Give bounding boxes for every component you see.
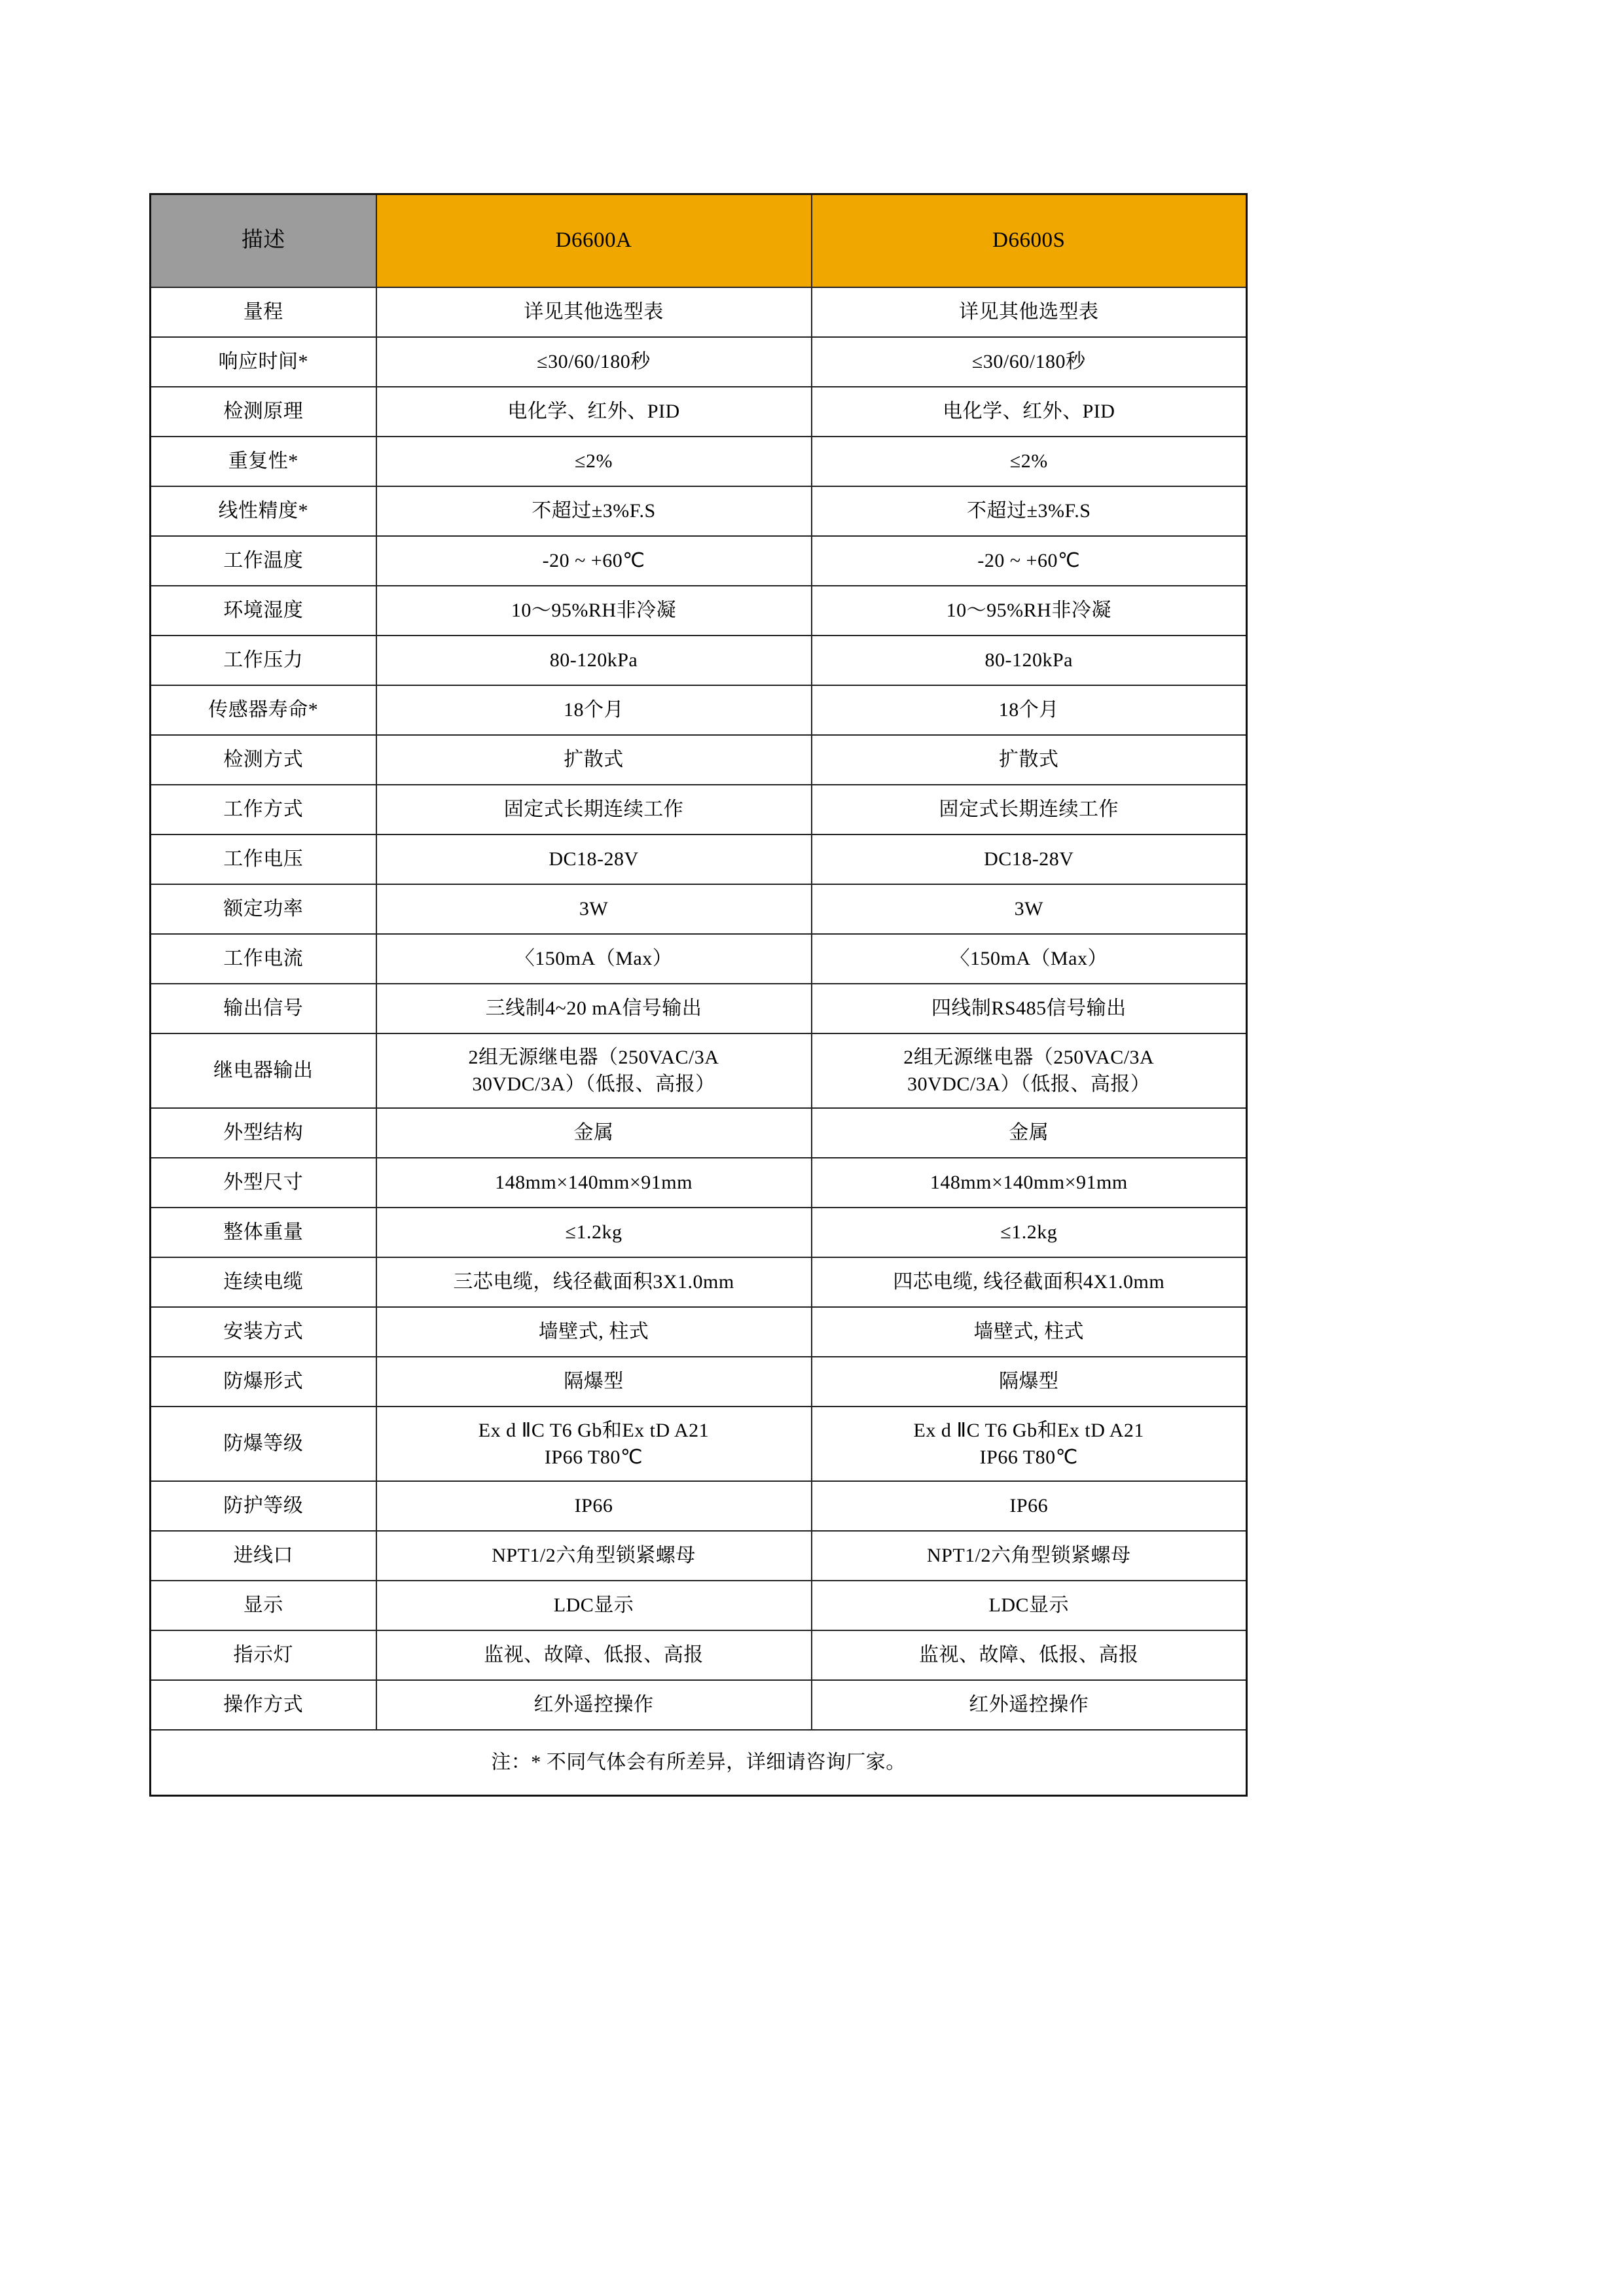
row-value-a: 三线制4~20 mA信号输出 xyxy=(376,984,812,1033)
row-label: 安装方式 xyxy=(151,1307,376,1357)
row-label: 指示灯 xyxy=(151,1630,376,1680)
row-value-a: IP66 xyxy=(376,1481,812,1531)
row-value-s: 148mm×140mm×91mm xyxy=(812,1158,1247,1208)
row-value-a-line1: Ex d ⅡC T6 Gb和Ex tD A21 xyxy=(478,1419,710,1441)
table-row xyxy=(151,1257,1247,1307)
row-label: 外型尺寸 xyxy=(151,1158,376,1208)
row-value-a: 80-120kPa xyxy=(376,636,812,685)
table-row xyxy=(151,785,1247,834)
table-row xyxy=(151,337,1247,387)
table-row xyxy=(151,1531,1247,1581)
table-row xyxy=(151,387,1247,437)
table-row xyxy=(151,1581,1247,1630)
row-value-a: 红外遥控操作 xyxy=(376,1680,812,1730)
row-value-a: LDC显示 xyxy=(376,1581,812,1630)
row-value-s: 10～95%RH非冷凝 xyxy=(812,586,1247,636)
row-label: 防爆形式 xyxy=(151,1357,376,1407)
row-value-s: 四芯电缆, 线径截面积4X1.0mm xyxy=(812,1257,1247,1307)
row-value-s: 3W xyxy=(812,884,1247,934)
row-label: 外型结构 xyxy=(151,1108,376,1158)
table-row xyxy=(151,1158,1247,1208)
row-value-s: 〈150mA（Max） xyxy=(812,934,1247,984)
row-value-s: NPT1/2六角型锁紧螺母 xyxy=(812,1531,1247,1581)
row-label: 操作方式 xyxy=(151,1680,376,1730)
row-value-s: 固定式长期连续工作 xyxy=(812,785,1247,834)
row-value-a: 3W xyxy=(376,884,812,934)
row-value-a: 〈150mA（Max） xyxy=(376,934,812,984)
row-value-s: DC18-28V xyxy=(812,834,1247,884)
row-value-s: 18个月 xyxy=(812,685,1247,735)
table-row xyxy=(151,636,1247,685)
row-value-s: 监视、故障、低报、高报 xyxy=(812,1630,1247,1680)
table-note-row xyxy=(151,1730,1247,1796)
spec-table-container xyxy=(149,193,1246,1797)
table-row xyxy=(151,735,1247,785)
row-value-s-line1: Ex d ⅡC T6 Gb和Ex tD A21 xyxy=(913,1419,1144,1441)
header-model-d6600a: D6600A xyxy=(376,194,812,288)
row-label: 线性精度* xyxy=(151,486,376,536)
row-value-s: 不超过±3%F.S xyxy=(812,486,1247,536)
row-label: 整体重量 xyxy=(151,1208,376,1257)
row-value-a: 监视、故障、低报、高报 xyxy=(376,1630,812,1680)
table-row xyxy=(151,884,1247,934)
table-row xyxy=(151,685,1247,735)
header-model-d6600s: D6600S xyxy=(812,194,1247,288)
row-value-a: 墙壁式, 柱式 xyxy=(376,1307,812,1357)
row-label: 防爆等级 xyxy=(151,1407,376,1481)
row-value-s: 隔爆型 xyxy=(812,1357,1247,1407)
row-value-a: 隔爆型 xyxy=(376,1357,812,1407)
table-row xyxy=(151,1108,1247,1158)
row-value-s: 金属 xyxy=(812,1108,1247,1158)
table-row xyxy=(151,984,1247,1033)
row-value-a-line1: 2组无源继电器（250VAC/3A xyxy=(468,1046,719,1068)
row-value-s: ≤30/60/180秒 xyxy=(812,337,1247,387)
table-row xyxy=(151,1407,1247,1481)
row-label: 显示 xyxy=(151,1581,376,1630)
table-note: 注：* 不同气体会有所差异，详细请咨询厂家。 xyxy=(151,1730,1247,1796)
row-value-a: ≤2% xyxy=(376,437,812,486)
row-label: 传感器寿命* xyxy=(151,685,376,735)
row-label: 防护等级 xyxy=(151,1481,376,1531)
table-row xyxy=(151,536,1247,586)
header-description: 描述 xyxy=(151,194,376,288)
row-label: 工作电压 xyxy=(151,834,376,884)
row-label: 工作电流 xyxy=(151,934,376,984)
row-value-a xyxy=(376,1033,812,1108)
table-row xyxy=(151,586,1247,636)
specification-table xyxy=(149,193,1248,1797)
row-value-s-line1: 2组无源继电器（250VAC/3A xyxy=(903,1046,1155,1068)
row-value-a: DC18-28V xyxy=(376,834,812,884)
row-value-s: ≤2% xyxy=(812,437,1247,486)
row-value-s: 四线制RS485信号输出 xyxy=(812,984,1247,1033)
row-label: 量程 xyxy=(151,287,376,337)
table-row xyxy=(151,287,1247,337)
row-value-s: 电化学、红外、PID xyxy=(812,387,1247,437)
row-label: 进线口 xyxy=(151,1531,376,1581)
row-label: 重复性* xyxy=(151,437,376,486)
row-value-a: 不超过±3%F.S xyxy=(376,486,812,536)
table-header xyxy=(151,194,1247,288)
table-row xyxy=(151,1357,1247,1407)
row-value-s: LDC显示 xyxy=(812,1581,1247,1630)
table-row xyxy=(151,1033,1247,1108)
row-value-s: IP66 xyxy=(812,1481,1247,1531)
row-value-a: -20 ~ +60℃ xyxy=(376,536,812,586)
row-label: 检测原理 xyxy=(151,387,376,437)
row-value-a: 10～95%RH非冷凝 xyxy=(376,586,812,636)
row-value-s: 墙壁式, 柱式 xyxy=(812,1307,1247,1357)
table-row xyxy=(151,934,1247,984)
table-row xyxy=(151,486,1247,536)
row-value-a: ≤30/60/180秒 xyxy=(376,337,812,387)
row-label: 额定功率 xyxy=(151,884,376,934)
row-value-s xyxy=(812,1033,1247,1108)
row-value-s: 详见其他选型表 xyxy=(812,287,1247,337)
table-row xyxy=(151,834,1247,884)
row-label: 连续电缆 xyxy=(151,1257,376,1307)
row-label: 输出信号 xyxy=(151,984,376,1033)
row-value-a: 三芯电缆，线径截面积3X1.0mm xyxy=(376,1257,812,1307)
row-value-a: 固定式长期连续工作 xyxy=(376,785,812,834)
row-value-a: NPT1/2六角型锁紧螺母 xyxy=(376,1531,812,1581)
table-row xyxy=(151,437,1247,486)
table-row xyxy=(151,1680,1247,1730)
row-label: 工作温度 xyxy=(151,536,376,586)
row-label: 工作压力 xyxy=(151,636,376,685)
row-value-a-line2: 30VDC/3A）（低报、高报） xyxy=(472,1073,715,1095)
table-row xyxy=(151,1630,1247,1680)
row-value-s: 红外遥控操作 xyxy=(812,1680,1247,1730)
row-value-a: ≤1.2kg xyxy=(376,1208,812,1257)
row-label: 检测方式 xyxy=(151,735,376,785)
row-label: 响应时间* xyxy=(151,337,376,387)
row-value-a-line2: IP66 T80℃ xyxy=(544,1446,643,1468)
table-row xyxy=(151,1481,1247,1531)
row-value-a: 金属 xyxy=(376,1108,812,1158)
row-value-a: 148mm×140mm×91mm xyxy=(376,1158,812,1208)
table-row xyxy=(151,1307,1247,1357)
row-value-s: -20 ~ +60℃ xyxy=(812,536,1247,586)
row-label: 继电器输出 xyxy=(151,1033,376,1108)
row-label: 环境湿度 xyxy=(151,586,376,636)
table-row xyxy=(151,1208,1247,1257)
header-row xyxy=(151,194,1247,288)
row-value-a: 详见其他选型表 xyxy=(376,287,812,337)
row-value-a xyxy=(376,1407,812,1481)
row-label: 工作方式 xyxy=(151,785,376,834)
row-value-a: 扩散式 xyxy=(376,735,812,785)
row-value-s: 扩散式 xyxy=(812,735,1247,785)
row-value-s xyxy=(812,1407,1247,1481)
row-value-s: 80-120kPa xyxy=(812,636,1247,685)
row-value-s-line2: IP66 T80℃ xyxy=(979,1446,1078,1468)
row-value-a: 18个月 xyxy=(376,685,812,735)
row-value-s: ≤1.2kg xyxy=(812,1208,1247,1257)
table-body xyxy=(151,287,1247,1796)
row-value-s-line2: 30VDC/3A）（低报、高报） xyxy=(907,1073,1151,1095)
row-value-a: 电化学、红外、PID xyxy=(376,387,812,437)
